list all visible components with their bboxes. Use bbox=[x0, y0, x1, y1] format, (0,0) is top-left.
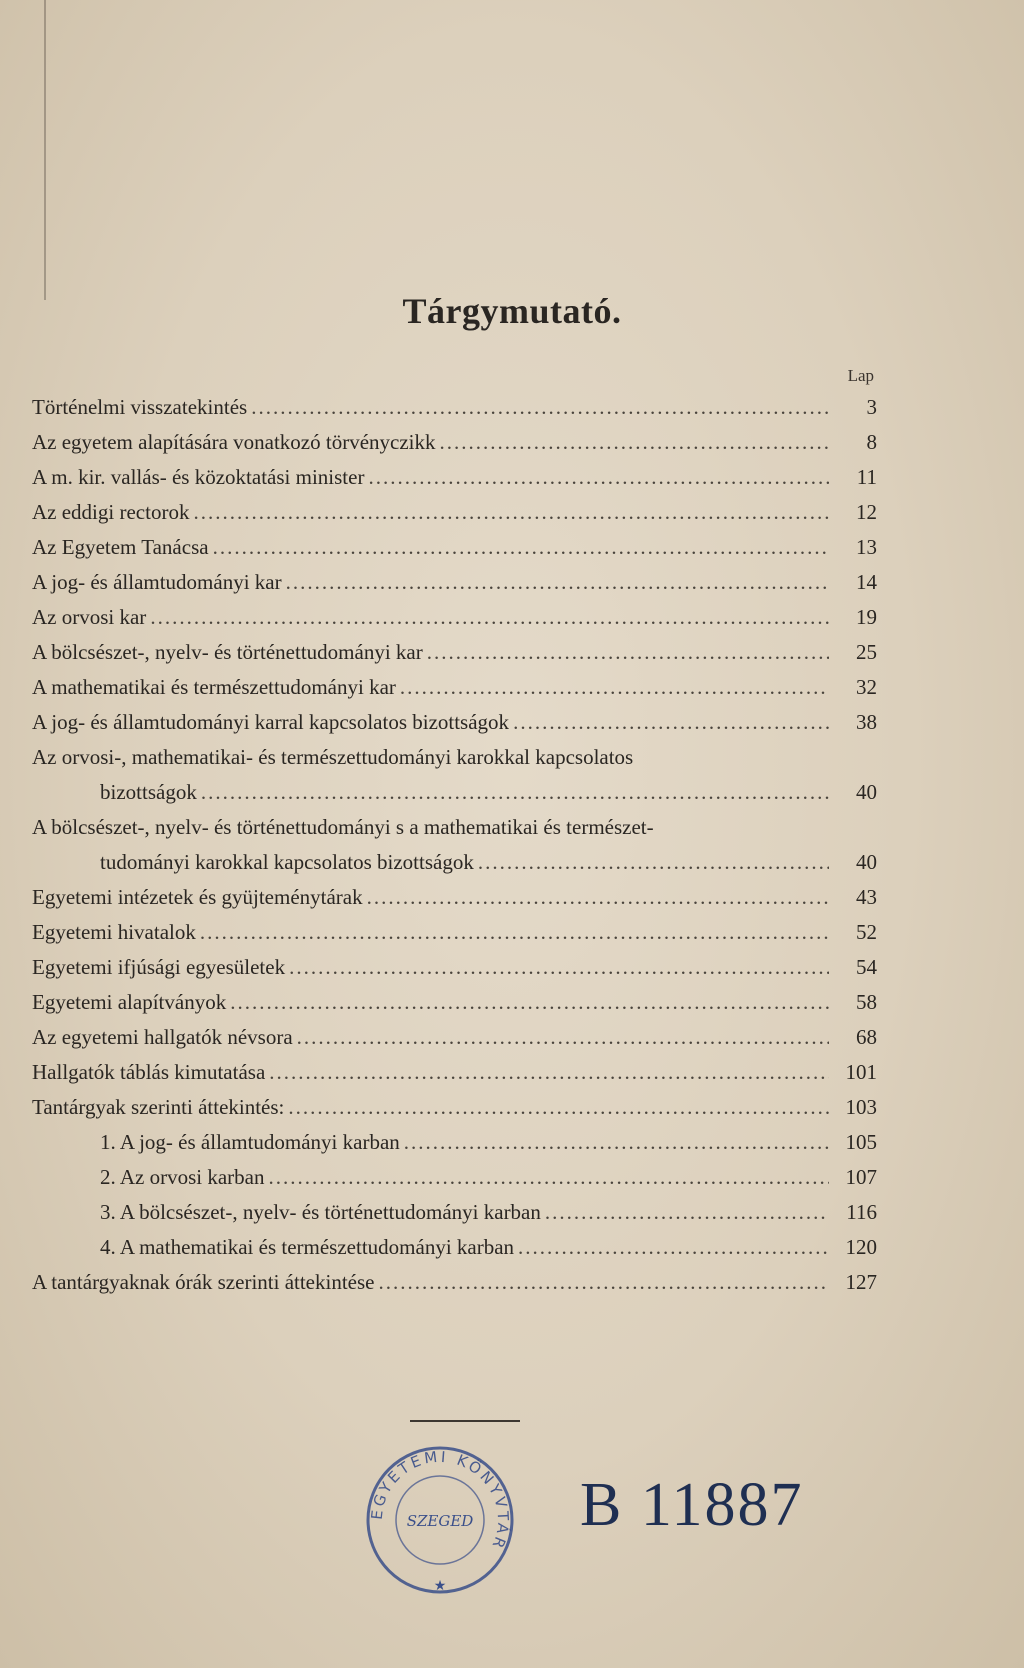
toc-entry-page: 8 bbox=[866, 430, 877, 454]
toc-entry-text: Az Egyetem Tanácsa bbox=[32, 535, 209, 559]
toc-entry-page: 52 bbox=[856, 920, 877, 944]
page-title: Tárgymutató. bbox=[402, 291, 622, 331]
toc-entry-page: 12 bbox=[856, 500, 877, 524]
toc-entry bbox=[32, 390, 877, 425]
toc-entry-text: Egyetemi alapítványok bbox=[32, 990, 227, 1014]
leader-dots bbox=[150, 600, 829, 635]
toc-entry-line2 bbox=[32, 845, 877, 880]
toc-entry bbox=[32, 460, 877, 495]
toc-entry-page: 116 bbox=[846, 1200, 877, 1224]
toc-subentry bbox=[32, 1230, 877, 1265]
toc-entry-page: 40 bbox=[856, 850, 877, 874]
toc-entry bbox=[32, 565, 877, 600]
table-of-contents bbox=[32, 390, 877, 1300]
leader-dots bbox=[251, 390, 829, 425]
toc-entry bbox=[32, 495, 877, 530]
toc-entry bbox=[32, 705, 877, 740]
toc-subentry bbox=[32, 1195, 877, 1230]
leader-dots bbox=[367, 880, 829, 915]
toc-entry-page: 105 bbox=[845, 1130, 877, 1154]
toc-entry-page: 54 bbox=[856, 955, 877, 979]
toc-entry-page: 25 bbox=[856, 640, 877, 664]
toc-entry-text: 3. A bölcsészet-, nyelv- és történettudományi karban bbox=[100, 1200, 541, 1224]
toc-entry-line1 bbox=[32, 740, 877, 775]
toc-entry-line1 bbox=[32, 810, 877, 845]
toc-entry bbox=[32, 600, 877, 635]
toc-entry bbox=[32, 880, 877, 915]
toc-entry-page: 11 bbox=[856, 465, 877, 489]
page-column-label: Lap bbox=[847, 366, 874, 385]
toc-entry-text: A jog- és államtudományi kar bbox=[32, 570, 282, 594]
leader-dots bbox=[478, 845, 829, 880]
leader-dots bbox=[440, 425, 830, 460]
toc-entry-page: 38 bbox=[856, 710, 877, 734]
toc-entry-text: Az orvosi-, mathematikai- és természettudományi karokkal kapcsolatos bbox=[32, 745, 634, 769]
toc-entry-text: Az egyetemi hallgatók névsora bbox=[32, 1025, 293, 1049]
toc-entry-text: A tantárgyaknak órák szerinti áttekintése bbox=[32, 1270, 375, 1294]
leader-dots bbox=[201, 775, 829, 810]
toc-entry-text: A m. kir. vallás- és közoktatási minister bbox=[32, 465, 365, 489]
toc-entry-text: Az orvosi kar bbox=[32, 605, 147, 629]
leader-dots bbox=[200, 915, 829, 950]
toc-entry-text: Tantárgyak szerinti áttekintés: bbox=[32, 1095, 285, 1119]
toc-entry-text: 4. A mathematikai és természettudományi karban bbox=[100, 1235, 515, 1259]
leader-dots bbox=[400, 670, 829, 705]
leader-dots bbox=[404, 1125, 829, 1160]
toc-entry-text: Az eddigi rectorok bbox=[32, 500, 190, 524]
toc-entry bbox=[32, 950, 877, 985]
toc-entry-page: 103 bbox=[845, 1095, 877, 1119]
toc-entry-text: bizottságok bbox=[100, 780, 197, 804]
toc-entry bbox=[32, 1090, 877, 1125]
toc-entry-page: 101 bbox=[845, 1060, 877, 1084]
toc-entry-text: Történelmi visszatekintés bbox=[32, 395, 248, 419]
toc-entry bbox=[32, 1265, 877, 1300]
closing-rule bbox=[410, 1420, 520, 1422]
leader-dots bbox=[289, 950, 829, 985]
toc-entry-page: 120 bbox=[845, 1235, 877, 1259]
leader-dots bbox=[513, 705, 829, 740]
leader-dots bbox=[193, 495, 829, 530]
toc-entry-page: 3 bbox=[866, 395, 877, 419]
toc-entry bbox=[32, 1055, 877, 1090]
toc-entry-text: Az egyetem alapítására vonatkozó törvényczikk bbox=[32, 430, 436, 454]
toc-entry-text: A bölcsészet-, nyelv- és történettudományi s a mathematikai és természet- bbox=[32, 815, 654, 839]
toc-entry-page: 40 bbox=[856, 780, 877, 804]
stamp-ring-text: EGYETEMI KÖNYVTÁR bbox=[367, 1447, 513, 1554]
toc-entry bbox=[32, 1020, 877, 1055]
toc-entry-text: Egyetemi ifjúsági egyesületek bbox=[32, 955, 286, 979]
toc-entry bbox=[32, 670, 877, 705]
toc-entry-page: 19 bbox=[856, 605, 877, 629]
leader-dots bbox=[213, 530, 829, 565]
leader-dots bbox=[230, 985, 829, 1020]
leader-dots bbox=[368, 460, 829, 495]
leader-dots bbox=[545, 1195, 829, 1230]
toc-entry-page: 68 bbox=[856, 1025, 877, 1049]
toc-entry-page: 127 bbox=[845, 1270, 877, 1294]
toc-entry-text: Egyetemi intézetek és gyüjteménytárak bbox=[32, 885, 363, 909]
toc-entry-text: A mathematikai és természettudományi kar bbox=[32, 675, 396, 699]
toc-entry-page: 14 bbox=[856, 570, 877, 594]
toc-entry-text: Egyetemi hivatalok bbox=[32, 920, 196, 944]
toc-entry-text: 2. Az orvosi karban bbox=[100, 1165, 265, 1189]
library-stamp bbox=[360, 1440, 520, 1600]
leader-dots bbox=[288, 1090, 829, 1125]
toc-entry bbox=[32, 915, 877, 950]
toc-entry-page: 32 bbox=[856, 675, 877, 699]
toc-entry-text: A jog- és államtudományi karral kapcsolatos bizottságok bbox=[32, 710, 510, 734]
toc-entry-page: 58 bbox=[856, 990, 877, 1014]
leader-dots bbox=[269, 1055, 829, 1090]
toc-entry bbox=[32, 635, 877, 670]
stamp-star-icon: ★ bbox=[433, 1578, 447, 1594]
svg-text:EGYETEMI KÖNYVTÁR bbox=[368, 1448, 513, 1554]
toc-entry bbox=[32, 985, 877, 1020]
toc-subentry bbox=[32, 1125, 877, 1160]
leader-dots bbox=[518, 1230, 829, 1265]
toc-entry-text: A bölcsészet-, nyelv- és történettudományi kar bbox=[32, 640, 423, 664]
toc-entry bbox=[32, 530, 877, 565]
toc-entry-text: tudományi karokkal kapcsolatos bizottságok bbox=[100, 850, 474, 874]
stamp-center-text: SZEGED bbox=[406, 1512, 474, 1530]
leader-dots bbox=[286, 565, 829, 600]
toc-entry-text: Hallgatók táblás kimutatása bbox=[32, 1060, 266, 1084]
toc-entry-text: 1. A jog- és államtudományi karban bbox=[100, 1130, 400, 1154]
toc-entry bbox=[32, 425, 877, 460]
leader-dots bbox=[379, 1265, 830, 1300]
toc-entry-page: 107 bbox=[845, 1165, 877, 1189]
margin-pencil-line bbox=[44, 0, 46, 300]
toc-entry-line2 bbox=[32, 775, 877, 810]
toc-entry-page: 43 bbox=[856, 885, 877, 909]
leader-dots bbox=[427, 635, 829, 670]
toc-subentry bbox=[32, 1160, 877, 1195]
leader-dots bbox=[268, 1160, 829, 1195]
leader-dots bbox=[297, 1020, 829, 1055]
toc-entry-page: 13 bbox=[856, 535, 877, 559]
shelf-mark: B 11887 bbox=[580, 1471, 804, 1539]
